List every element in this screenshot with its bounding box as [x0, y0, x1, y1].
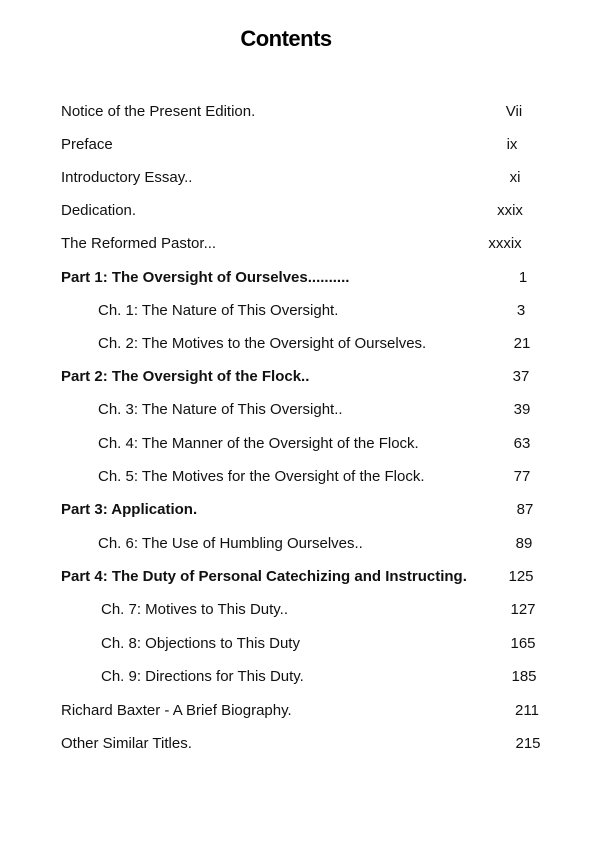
- toc-entry[interactable]: [0, 101, 600, 123]
- toc-entry-label: Preface: [61, 136, 113, 153]
- toc-entry-label: Part 2: The Oversight of the Flock..: [61, 368, 310, 385]
- toc-entry-page: 87: [516, 501, 534, 518]
- toc-entry-label: Other Similar Titles.: [61, 735, 192, 752]
- toc-entry-page: Vii: [505, 103, 523, 120]
- toc-chapter-entry[interactable]: [0, 666, 600, 688]
- toc-chapter-entry[interactable]: [0, 333, 600, 355]
- toc-chapter-entry[interactable]: [0, 300, 600, 322]
- toc-entry-label: Ch. 5: The Motives for the Oversight of the Flock.: [98, 468, 425, 485]
- toc-entry-page: 3: [516, 302, 526, 319]
- toc-part-entry[interactable]: [0, 267, 600, 289]
- toc-chapter-entry[interactable]: [0, 466, 600, 488]
- toc-entry[interactable]: [0, 233, 600, 255]
- toc-entry-label: Part 4: The Duty of Personal Catechizing and Instructing.: [61, 568, 467, 585]
- toc-entry-label: Ch. 8: Objections to This Duty: [101, 635, 300, 652]
- toc-entry-label: Introductory Essay..: [61, 169, 193, 186]
- toc-entry-page: 21: [513, 335, 531, 352]
- toc-chapter-entry[interactable]: [0, 433, 600, 455]
- toc-entry-page: 37: [512, 368, 530, 385]
- toc-entry-page: xi: [509, 169, 521, 186]
- toc-entry-label: Ch. 9: Directions for This Duty.: [101, 668, 304, 685]
- toc-entry-label: Part 3: Application.: [61, 501, 198, 518]
- toc-entry-label: Ch. 1: The Nature of This Oversight.: [98, 302, 339, 319]
- toc-entry-page: ix: [506, 136, 518, 153]
- page-title: Contents: [240, 26, 332, 51]
- toc-entry[interactable]: [0, 700, 600, 722]
- toc-entry-label: Part 1: The Oversight of Ourselves..........: [61, 269, 350, 286]
- toc-part-entry[interactable]: [0, 566, 600, 588]
- toc-entry[interactable]: [0, 200, 600, 222]
- toc-entry[interactable]: [0, 167, 600, 189]
- toc-entry-page: 165: [510, 635, 536, 652]
- toc-entry-page: 127: [510, 601, 536, 618]
- toc-entry-label: Ch. 7: Motives to This Duty..: [101, 601, 289, 618]
- toc-entry[interactable]: [0, 134, 600, 156]
- toc-chapter-entry[interactable]: [0, 399, 600, 421]
- toc-entry-page: 215: [515, 735, 541, 752]
- toc-chapter-entry[interactable]: [0, 633, 600, 655]
- toc-entry-label: Richard Baxter - A Brief Biography.: [61, 702, 292, 719]
- toc-entry-label: Ch. 6: The Use of Humbling Ourselves..: [98, 535, 363, 552]
- toc-entry-page: 125: [508, 568, 534, 585]
- toc-part-entry[interactable]: [0, 499, 600, 521]
- toc-entry-page: 89: [515, 535, 533, 552]
- toc-entry-page: xxxix: [488, 235, 522, 252]
- toc-entry-label: Ch. 3: The Nature of This Oversight..: [98, 401, 343, 418]
- toc-entry-label: Notice of the Present Edition.: [61, 103, 256, 120]
- toc-part-entry[interactable]: [0, 366, 600, 388]
- toc-entry[interactable]: [0, 733, 600, 755]
- toc-entry-page: 185: [511, 668, 537, 685]
- toc-entry-label: Ch. 2: The Motives to the Oversight of Ourselves.: [98, 335, 427, 352]
- toc-entry-page: 39: [513, 401, 531, 418]
- toc-entry-label: Dedication.: [61, 202, 137, 219]
- toc-entry-page: 77: [513, 468, 531, 485]
- toc-entry-page: 63: [513, 435, 531, 452]
- toc-entry-page: 211: [515, 702, 539, 719]
- toc-entry-label: The Reformed Pastor...: [61, 235, 217, 252]
- toc-entry-page: 1: [518, 269, 528, 286]
- toc-entry-label: Ch. 4: The Manner of the Oversight of the Flock.: [98, 435, 419, 452]
- toc-chapter-entry[interactable]: [0, 533, 600, 555]
- toc-chapter-entry[interactable]: [0, 599, 600, 621]
- toc-entry-page: xxix: [497, 202, 523, 219]
